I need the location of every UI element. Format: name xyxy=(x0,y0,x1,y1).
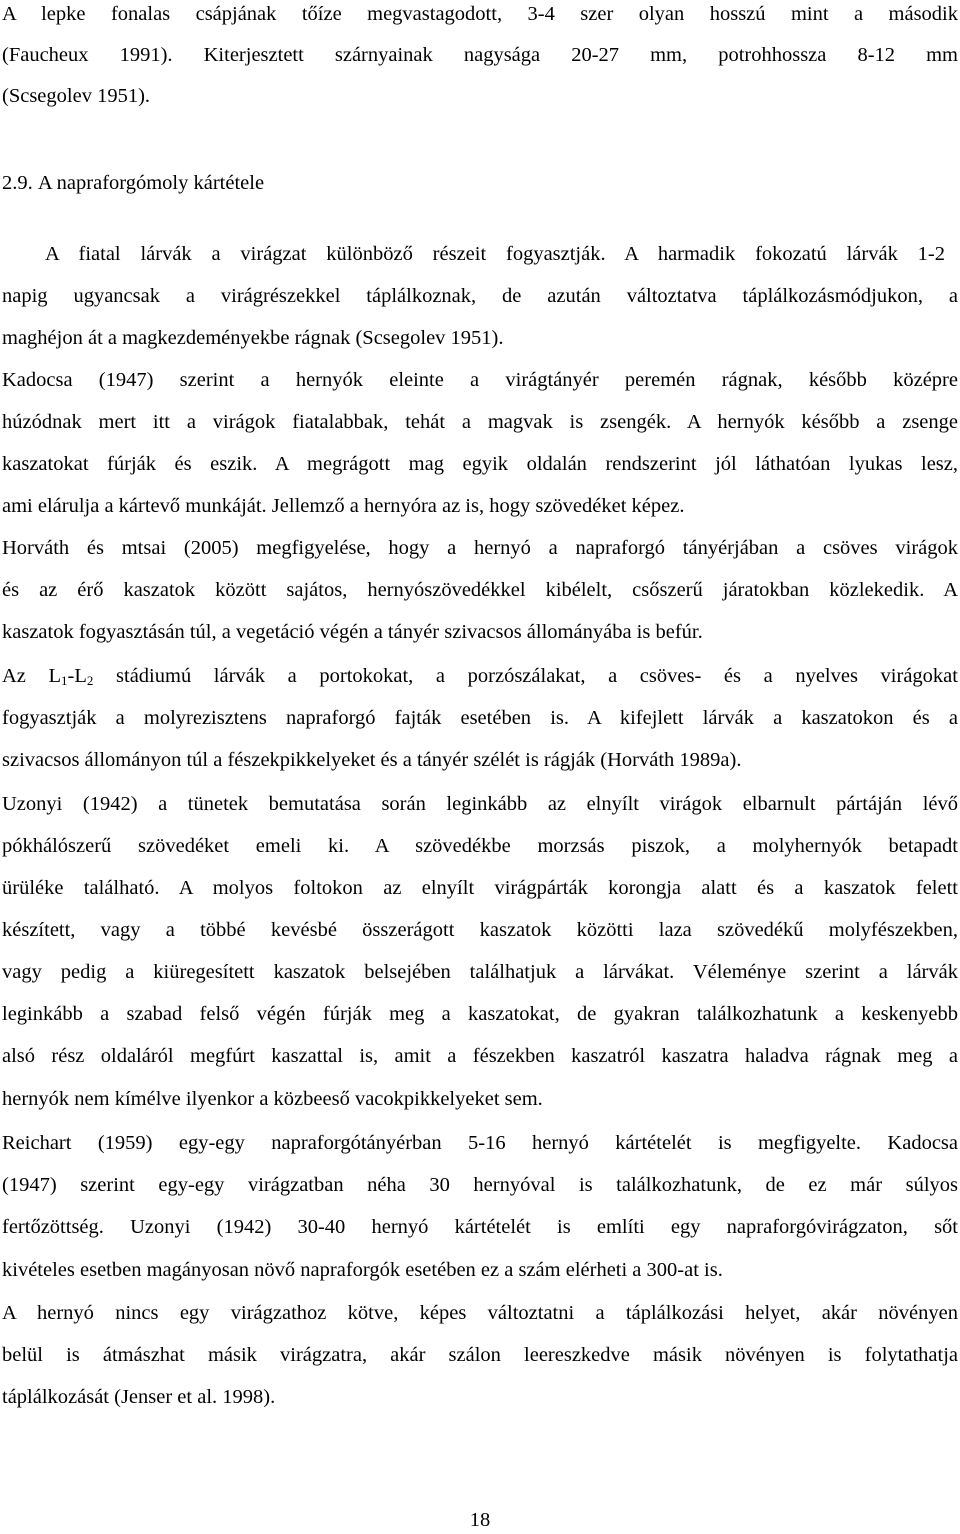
page-number: 18 xyxy=(469,1509,491,1531)
body-text-line: maghéjon át a magkezdeményekbe rágnak (Scsegolev 1951). xyxy=(2,327,504,349)
body-text-line: ami elárulja a kártevő munkáját. Jellemző a hernyóra az is, hogy szövedéket képez. xyxy=(2,495,685,517)
text-span: stádiumú lárvák a portokokat, a porzószálakat, a csöves- és a nyelves virágokat xyxy=(93,665,958,687)
body-text-line xyxy=(2,662,958,690)
text-span: -L xyxy=(67,665,87,687)
body-text-line: kaszatokat fúrják és eszik. A megrágott mag egyik oldalán rendszerint jól láthatóan lyukas lesz, xyxy=(2,453,958,475)
body-text-line: kivételes esetben magányosan növő napraforgók esetében ez a szám elérheti a 300-at is. xyxy=(2,1259,723,1281)
body-text-line: és az érő kaszatok között sajátos, hernyószövedékkel kibélelt, csőszerű járatokban közlekedik. A xyxy=(2,579,958,601)
body-text-line: Kadocsa (1947) szerint a hernyók eleinte a virágtányér peremén rágnak, később középre xyxy=(2,369,958,391)
body-text-line: vagy pedig a kiüregesített kaszatok belsejében találhatjuk a lárvákat. Véleménye szerint a lárvák xyxy=(2,961,958,983)
body-text-line: fertőzöttség. Uzonyi (1942) 30-40 hernyó kártételét is említi egy napraforgóvirágzaton, sőt xyxy=(2,1216,958,1238)
subscript: 1 xyxy=(61,673,68,688)
body-text-line: (Faucheux 1991). Kiterjesztett szárnyainak nagysága 20-27 mm, potrohhossza 8-12 mm xyxy=(2,44,958,66)
text-span: Az L xyxy=(2,665,62,687)
body-text-line: kaszatok fogyasztásán túl, a vegetáció végén a tányér szivacsos állományába is befúr. xyxy=(2,621,703,643)
section-heading xyxy=(2,169,264,197)
body-text-line: Horváth és mtsai (2005) megfigyelése, hogy a hernyó a napraforgó tányérjában a csöves virágok xyxy=(2,537,958,559)
body-text-line: (1947) szerint egy-egy virágzatban néha 30 hernyóval is találkozhatunk, de ez már súlyos xyxy=(2,1174,958,1196)
body-text-line: alsó rész oldaláról megfúrt kaszattal is, amit a fészekben kaszatról kaszatra haladva rágnak meg a xyxy=(2,1045,958,1067)
body-text-line: fogyasztják a molyrezisztens napraforgó fajták esetében is. A kifejlett lárvák a kaszatokon és a xyxy=(2,707,958,729)
body-text-line: (Scsegolev 1951). xyxy=(2,85,151,107)
body-text-line: belül is átmászhat másik virágzatra, akár szálon leereszkedve másik növényen is folytathatja xyxy=(2,1344,958,1366)
body-text-line: ürüléke található. A molyos foltokon az elnyílt virágpárták korongja alatt és a kaszatok felett xyxy=(2,877,958,899)
body-text-line: A fiatal lárvák a virágzat különböző részeit fogyasztják. A harmadik fokozatú lárvák 1-2 xyxy=(45,243,945,265)
body-text-line: A hernyó nincs egy virágzathoz kötve, képes változtatni a táplálkozási helyet, akár növényen xyxy=(2,1302,958,1324)
body-text-line: pókhálószerű szövedéket emeli ki. A szövedékbe morzsás piszok, a molyhernyók betapadt xyxy=(2,835,958,857)
body-text-line: leginkább a szabad felső végén fúrják meg a kaszatokat, de gyakran találkozhatunk a keskenyebb xyxy=(2,1003,958,1025)
body-text-line: A lepke fonalas csápjának tőíze megvastagodott, 3-4 szer olyan hosszú mint a második xyxy=(2,3,958,25)
body-text-line: Reichart (1959) egy-egy napraforgótányérban 5-16 hernyó kártételét is megfigyelte. Kadocsa xyxy=(2,1132,958,1154)
body-text-line: készített, vagy a többé kevésbé összerágott kaszatok közötti laza szövedékű molyfészekben, xyxy=(2,919,958,941)
body-text-line: szivacsos állományon túl a fészekpikkelyeket és a tányér szélét is rágják (Horváth 1989a). xyxy=(2,749,742,771)
subscript: 2 xyxy=(86,673,94,688)
body-text-line: húzódnak mert itt a virágok fiatalabbak, tehát a magvak is zsengék. A hernyók később a zsenge xyxy=(2,411,958,433)
body-text-line: hernyók nem kímélve ilyenkor a közbeeső vacokpikkelyeket sem. xyxy=(2,1088,543,1110)
section-title: A napraforgómoly kártétele xyxy=(37,172,265,194)
body-text-line: Uzonyi (1942) a tünetek bemutatása során leginkább az elnyílt virágok elbarnult pártáján lévő xyxy=(2,793,958,815)
body-text-line: táplálkozását (Jenser et al. 1998). xyxy=(2,1386,276,1408)
section-number: 2.9. xyxy=(2,172,33,194)
body-text-line: napig ugyancsak a virágrészekkel táplálkoznak, de azután változtatva táplálkozásmódjukon, a xyxy=(2,285,958,307)
